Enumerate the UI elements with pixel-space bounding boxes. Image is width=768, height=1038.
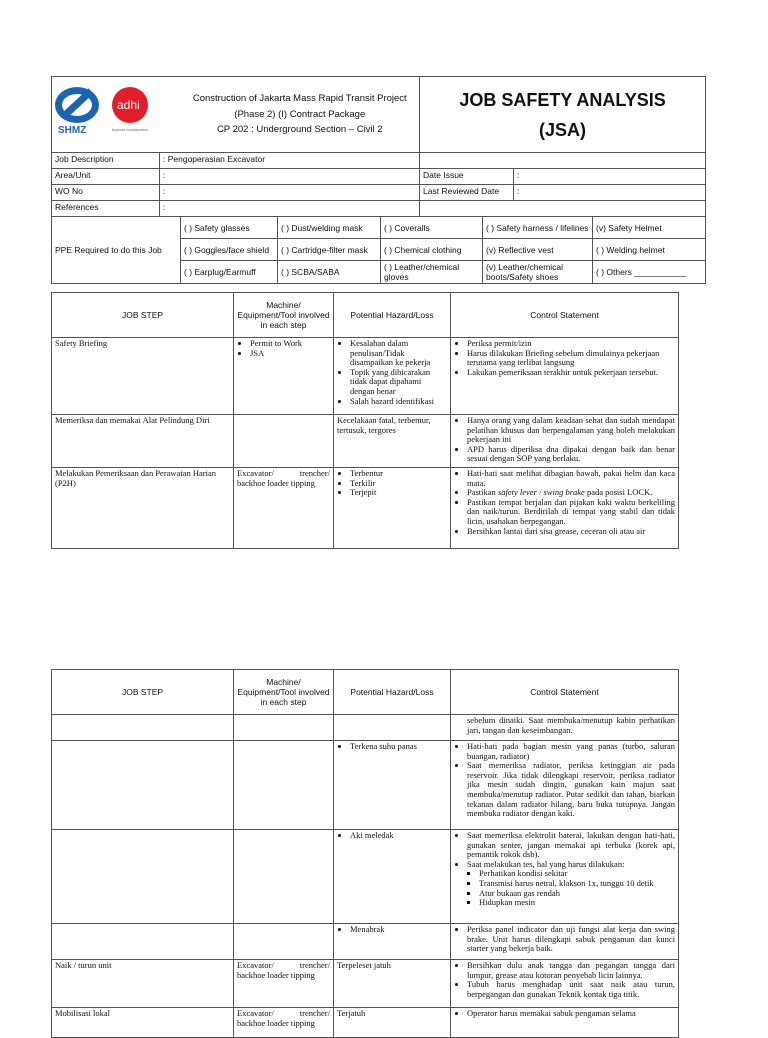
col-hazard: Potential Hazard/Loss bbox=[334, 293, 451, 338]
job-description-label: Job Description bbox=[52, 153, 160, 169]
list-item: • Terkilir bbox=[350, 479, 447, 489]
title-line-2: (JSA) bbox=[539, 119, 587, 140]
references-value: : bbox=[160, 201, 420, 217]
list-item: • Periksa permit/izin bbox=[467, 339, 675, 349]
wo-label: WO No bbox=[52, 185, 160, 201]
sub-list-item: ▪ Transmisi harus netral, klakson 1x, tunggu 10 detik bbox=[479, 879, 675, 889]
list-item: • Pastikan tempat berjalan dan pijakan kaki waktu berkeliling dan naik/turun. Berdirilah di tempat yang stabil dan tidak licin, usahakan berpegangan. bbox=[467, 498, 675, 527]
list-item: • JSA bbox=[250, 349, 330, 359]
list-item: • Saat melakukan tes, hal yang harus dilakukan: ▪ Perhatikan kondisi sekitar ▪ Transmisi harus netral, klakson 1x, tunggu 10 detik ▪ Atur bukaan gas rendah ▪ Hidupkan mesin bbox=[467, 860, 675, 908]
control-cell bbox=[451, 468, 679, 549]
ppe-goggles: ( ) Goggles/face shield bbox=[181, 239, 278, 261]
machine-cell bbox=[234, 415, 334, 468]
job-description-value: : Pengoperasian Excavator bbox=[160, 153, 420, 169]
wo-value: : bbox=[160, 185, 420, 201]
list-item: • Hanya orang yang dalam keadaan sehat dan sudah mendapat pelatihan khusus dan berpengalaman yang boleh melakukan pekerjaan ini bbox=[467, 416, 675, 445]
col-job-step: JOB STEP bbox=[52, 293, 234, 338]
references-label: References bbox=[52, 201, 160, 217]
control-cell bbox=[451, 415, 679, 468]
sub-list-item: ▪ Hidupkan mesin bbox=[479, 898, 675, 908]
list-item: • Harus dilakukan Briefing sebelum dimulainya pekerjaan terutama yang terlibat langsung bbox=[467, 349, 675, 368]
hazard-cell: Kecelakaan fatal, terbentur, tertusuk, tergores bbox=[334, 415, 451, 468]
list-item: • Terbentur bbox=[350, 469, 447, 479]
date-issue-value: : bbox=[514, 169, 706, 185]
list-item: • Bersihkan lantai dari sisa grease, ceceran oli atau air bbox=[467, 527, 675, 537]
project-line-3: CP 202 : Underground Section – Civil 2 bbox=[216, 124, 383, 136]
adhi-tagline: beyond construction bbox=[112, 127, 148, 132]
list-item: • Aki meledak bbox=[350, 831, 447, 841]
col-machine: Machine/ Equipment/Tool involved in each step bbox=[234, 293, 334, 338]
step-naik-turun: Naik / turun unit bbox=[52, 960, 234, 1008]
machine-cell: Excavator/ trencher/ backhoe loader tipping bbox=[234, 960, 334, 1008]
list-item: • Operator harus memakai sabuk pengaman selama bbox=[467, 1009, 675, 1019]
ppe-welding-helmet: ( ) Welding helmet bbox=[593, 239, 706, 261]
date-issue-label: Date Issue bbox=[420, 169, 514, 185]
col-job-step: JOB STEP bbox=[52, 670, 234, 715]
hazard-cell bbox=[334, 924, 451, 960]
ppe-gloves: ( ) Leather/chemical gloves bbox=[381, 261, 483, 284]
control-cell: sebelum dinaiki. Saat membuka/menutup kabin perhatikan jari, tangan dan keseimbangan. bbox=[451, 715, 679, 741]
ppe-chemical-clothing: ( ) Chemical clothing bbox=[381, 239, 483, 261]
control-cell bbox=[451, 741, 679, 830]
jsa-steps-table-1 bbox=[51, 292, 679, 549]
hazard-cell: Terpeleset jatuh bbox=[334, 960, 451, 1008]
step-mobilisasi: Mobilisasi lokal bbox=[52, 1008, 234, 1038]
adhi-logo bbox=[110, 83, 158, 143]
project-line-1: Construction of Jakarta Mass Rapid Transit Project bbox=[192, 93, 407, 105]
ppe-scba: ( ) SCBA/SABA bbox=[278, 261, 381, 284]
adhi-logo-text: adhi bbox=[117, 98, 140, 112]
list-item: • Bersihkan dulu anak tangga dan pegangan tangga dari lumpur, grease atau kotoran penyebab licin lainnya. bbox=[467, 961, 675, 980]
list-item: • Saat memeriksa radiator, periksa ketinggian air pada reservoir. Jika tidak dilengkapi reservoir, periksa radiator jika mesin sudah dingin, gunakan kain majun saat membuka/menutup radiator. Putar sedikit dan tahan, biarkan tekanan dalam radiator hilang, baru buka tutupnya. Jangan membuka radiator dengan kaki. bbox=[467, 761, 675, 819]
hazard-cell: Terjatuh bbox=[334, 1008, 451, 1038]
ppe-earplug: ( ) Earplug/Earmuff bbox=[181, 261, 278, 284]
shmz-logo-text: SHMZ bbox=[58, 125, 87, 136]
list-item: • Salah hazard identifikasi bbox=[350, 397, 447, 407]
logo-cell bbox=[52, 77, 181, 153]
list-item: • Lakukan pemeriksaan terakhir untuk pekerjaan tersebut. bbox=[467, 368, 675, 378]
machine-cell: Excavator/ trencher/ backhoe loader tipping bbox=[234, 1008, 334, 1038]
last-reviewed-label: Last Reviewed Date bbox=[420, 185, 514, 201]
list-item: • Terjepit bbox=[350, 488, 447, 498]
hazard-cell bbox=[334, 468, 451, 549]
list-item: • Tubuh harus menghadap unit saat naik atau turun, berpegangan dan gunakan Teknik kontak tiga titik. bbox=[467, 980, 675, 999]
document-title bbox=[420, 77, 706, 153]
ppe-cartridge-mask: ( ) Cartridge-filter mask bbox=[278, 239, 381, 261]
ppe-boots: (v) Leather/chemical boots/Safety shoes bbox=[483, 261, 593, 284]
list-item: • Saat memeriksa elektrolit baterai, lakukan dengan hati-hati, gunakan senter, jangan memakai api terbuka (korek api, pemantik rokok dsb). bbox=[467, 831, 675, 860]
list-item: • Periksa panel indicator dan uji fungsi alat kerja dan swing brake. Unit harus dilengkapi sabuk pengaman dan kunci starter yang bekerja baik. bbox=[467, 925, 675, 954]
list-item: • Pastikan safety lever / swing brake pada posisi LOCK. bbox=[467, 488, 675, 498]
col-control: Control Statement bbox=[451, 293, 679, 338]
list-item: • Topik yang dibicarakan tidak dapat dipahami dengan benar bbox=[350, 368, 447, 397]
area-label: Area/Unit bbox=[52, 169, 160, 185]
control-cell bbox=[451, 1008, 679, 1038]
last-reviewed-value: : bbox=[514, 185, 706, 201]
ppe-safety-helmet: (v) Safety Helmet bbox=[593, 217, 706, 239]
ppe-label: PPE Required to do this Job bbox=[52, 217, 181, 284]
col-control: Control Statement bbox=[451, 670, 679, 715]
ppe-dust-mask: ( ) Dust/welding mask bbox=[278, 217, 381, 239]
jsa-steps-table-2 bbox=[51, 669, 679, 1038]
project-line-2: (Phase 2) (I) Contract Package bbox=[234, 108, 366, 120]
list-item: • Permit to Work bbox=[250, 339, 330, 349]
col-hazard: Potential Hazard/Loss bbox=[334, 670, 451, 715]
ppe-safety-glasses: ( ) Safety glasses bbox=[181, 217, 278, 239]
step-memakai-apd: Memeriksa dan memakai Alat Pelindung Diri bbox=[52, 415, 234, 468]
list-item: • Hati-hati saat melihat dibagian bawah, pakai helm dan kaca mata. bbox=[467, 469, 675, 488]
title-line-1: JOB SAFETY ANALYSIS bbox=[459, 89, 666, 110]
shmz-logo bbox=[53, 83, 107, 143]
step-p2h: Melakukan Pemeriksaan dan Perawatan Harian (P2H) bbox=[52, 468, 234, 549]
control-cell bbox=[451, 960, 679, 1008]
hazard-cell bbox=[334, 741, 451, 830]
project-description bbox=[181, 77, 420, 153]
control-cell bbox=[451, 338, 679, 415]
machine-cell: Excavator/ trencher/ backhoe loader tipping bbox=[234, 468, 334, 549]
control-cell bbox=[451, 830, 679, 924]
sub-list-item: ▪ Perhatikan kondisi sekitar bbox=[479, 869, 675, 879]
ppe-others: ( ) Others ___________ bbox=[593, 261, 706, 284]
machine-cell bbox=[234, 338, 334, 415]
area-value: : bbox=[160, 169, 420, 185]
control-cell bbox=[451, 924, 679, 960]
sub-list-item: ▪ Atur bukaan gas rendah bbox=[479, 889, 675, 899]
list-item: • Hati-hati pada bagian mesin yang panas (turbo, saluran buangan, radiator) bbox=[467, 742, 675, 761]
list-item: • Kesalahan dalam penulisan/Tidak disampaikan ke pekerja bbox=[350, 339, 447, 368]
step-safety-briefing: Safety Briefing bbox=[52, 338, 234, 415]
col-machine: Machine/ Equipment/Tool involved in each step bbox=[234, 670, 334, 715]
ppe-coveralls: ( ) Coveralls bbox=[381, 217, 483, 239]
list-item: • APD harus diperiksa dna dipakai dengan baik dan benar sesuai dengan SOP yang berlaku. bbox=[467, 445, 675, 464]
jsa-header-table bbox=[51, 76, 706, 284]
list-item: • Menabrak bbox=[350, 925, 447, 935]
hazard-cell bbox=[334, 338, 451, 415]
list-item: • Terkena suhu panas bbox=[350, 742, 447, 752]
ppe-safety-harness: ( ) Safety harness / lifelines bbox=[483, 217, 593, 239]
hazard-cell bbox=[334, 830, 451, 924]
ppe-reflective-vest: (v) Reflective vest bbox=[483, 239, 593, 261]
